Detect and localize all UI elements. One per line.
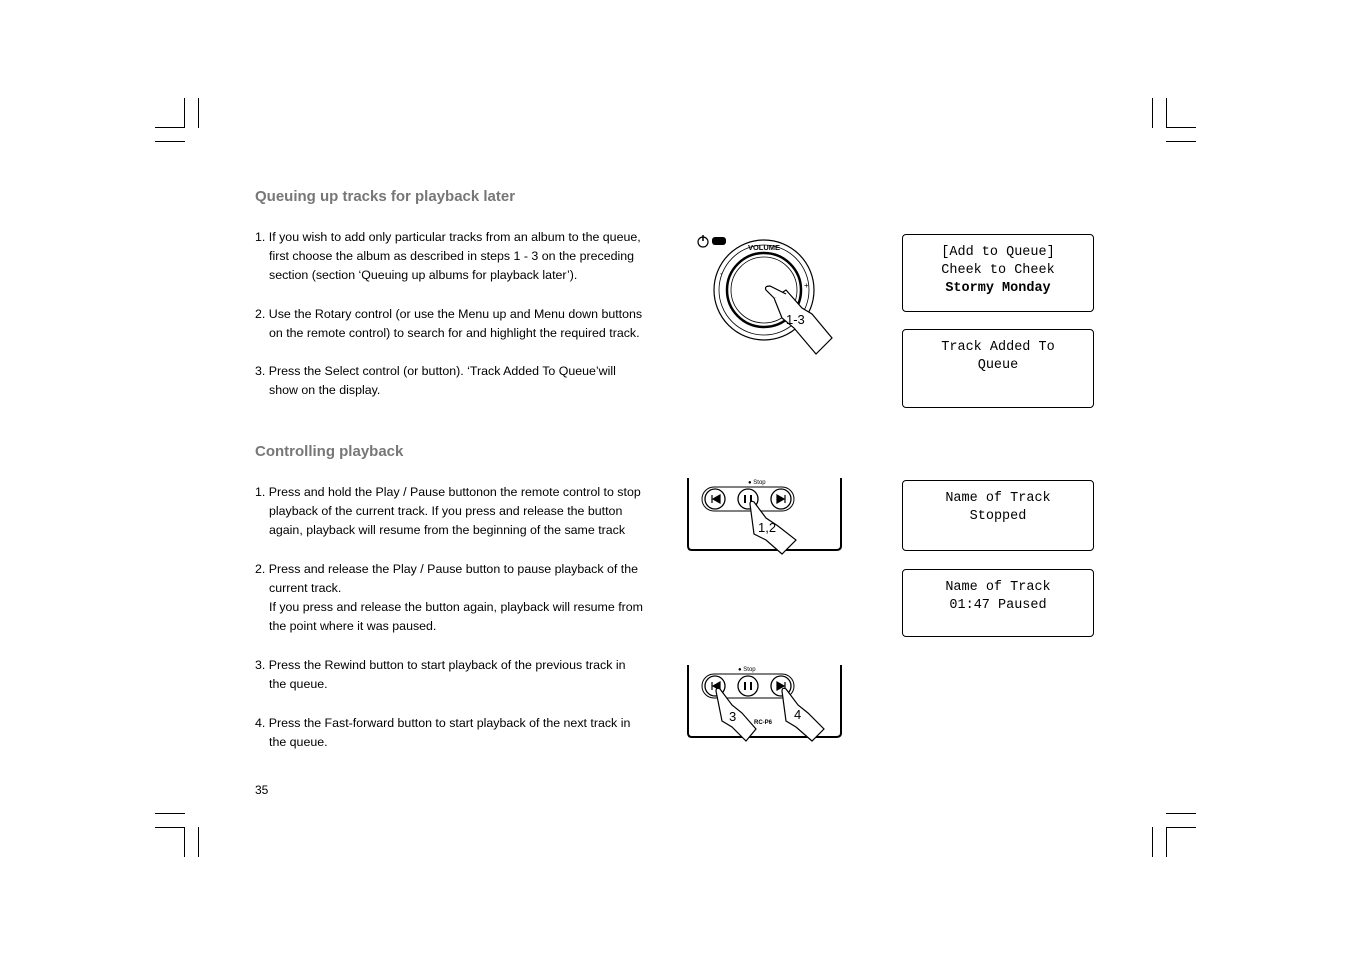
page-number: 35 (255, 783, 269, 797)
rewind-button-icon (705, 489, 725, 509)
volume-label: VOLUME (747, 243, 781, 252)
remote-play-pause-illustration (686, 476, 846, 558)
step-label-volume: 1-3 (786, 312, 805, 327)
lcd-display-paused: Name of Track 01:47 Paused (902, 569, 1094, 637)
step-label-forward: 4 (794, 707, 802, 722)
volume-knob-illustration (690, 228, 840, 358)
step-playback-2: 2. Press and release the Play / Pause button to pause playback of the current track. If you press and release the button again, playback will resume from the point where it was paused. (255, 562, 643, 633)
lcd-display-add-to-queue: [Add to Queue] Cheek to Cheek Stormy Monday (902, 234, 1094, 312)
step-queue-1: 1. If you wish to add only particular tracks from an album to the queue, first choose the album as described in steps 1 - 3 on the preceding section (section ‘Queuing up albums for playback later’). (255, 230, 641, 282)
snooze-button-icon (712, 237, 726, 245)
step-label-rewind: 3 (729, 709, 737, 724)
step-queue-3: 3. Press the Select control (or button). ‘Track Added To Queue’will show on the display. (255, 364, 616, 397)
step-queue-2: 2. Use the Rotary control (or use the Menu up and Menu down buttons on the remote control) to search for and highlight the required track. (255, 307, 643, 340)
remote-model-label: RC-P6 (754, 720, 773, 726)
stop-label: ● Stop (748, 480, 766, 486)
step-playback-3: 3. Press the Rewind button to start playback of the previous track in the queue. (255, 658, 626, 691)
step-playback-1: 1. Press and hold the Play / Pause buttonon the remote control to stop playback of the current track. If you press and release the button again, playback will resume from the beginning of the same track (255, 485, 641, 537)
section-heading-queuing: Queuing up tracks for playback later (255, 188, 516, 205)
step-label-stop: 1,2 (758, 520, 777, 535)
remote-skip-illustration (686, 663, 846, 745)
lcd-display-track-added: Track Added To Queue (902, 329, 1094, 408)
hand-pointer-icon (782, 688, 824, 741)
svg-text:-: - (720, 269, 723, 278)
fast-forward-button-icon (771, 489, 791, 509)
svg-text:+: + (804, 281, 809, 290)
stop-label: ● Stop (738, 667, 756, 673)
step-playback-4: 4. Press the Fast-forward button to start playback of the next track in the queue. (255, 716, 631, 749)
play-pause-button-icon (738, 676, 758, 696)
section-heading-playback: Controlling playback (255, 443, 404, 460)
lcd-display-stopped: Name of Track Stopped (902, 480, 1094, 551)
power-icon (698, 235, 708, 247)
